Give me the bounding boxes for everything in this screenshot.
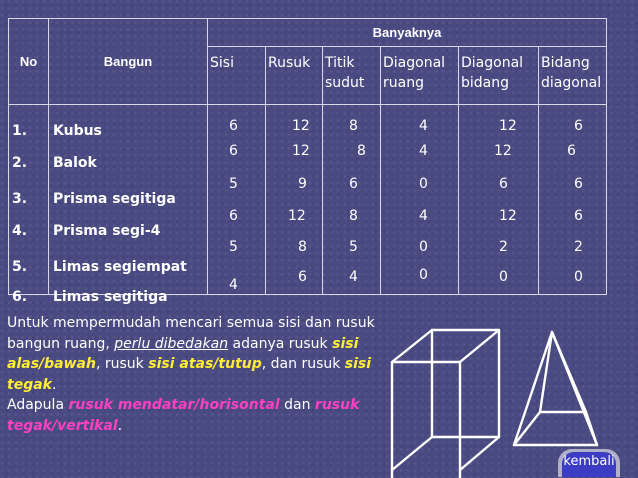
row-name: Prisma segitiga	[53, 191, 176, 207]
highlight-horizontal-edges: rusuk mendatar/horisontal	[68, 397, 280, 413]
cell-value: 0	[574, 269, 583, 285]
row-no: 1.	[12, 123, 28, 139]
cell-value: 12	[499, 118, 517, 134]
cell-value: 8	[357, 143, 366, 159]
cell-value: 4	[349, 269, 358, 285]
cell-value: 6	[499, 176, 508, 192]
highlight-base-edges: sisi alas/bawah	[7, 335, 359, 372]
header-bangun: Bangun	[49, 19, 208, 105]
cell-value: 0	[419, 239, 428, 255]
cell-value: 6	[574, 208, 583, 224]
prism-drawing	[392, 330, 499, 478]
cell-value: 6	[229, 118, 238, 134]
cell-value: 6	[298, 269, 307, 285]
cell-value: 8	[298, 239, 307, 255]
cell-value: 4	[419, 118, 428, 134]
cell-value: 8	[349, 118, 358, 134]
row-name: Balok	[53, 155, 97, 171]
text-run: Adapula	[7, 397, 69, 413]
pyramid-drawing	[514, 332, 597, 445]
cell-value: 5	[229, 176, 238, 192]
text-run: adanya rusuk	[228, 335, 333, 352]
underlined-emphasis: perlu dibedakan	[114, 335, 229, 352]
row-no: 2.	[12, 155, 28, 171]
row-name: Prisma segi-4	[53, 223, 161, 239]
header-no: No	[9, 19, 49, 105]
cell-value: 2	[499, 239, 508, 255]
cell-value: 6	[349, 176, 358, 192]
row-no: 6.	[12, 289, 28, 305]
cell-value: 5	[229, 239, 238, 255]
cell-value: 5	[349, 239, 358, 255]
cell-value: 12	[288, 208, 306, 224]
row-no: 3.	[12, 191, 28, 207]
header-titik-sudut: Titik sudut	[323, 47, 381, 105]
header-banyaknya: Banyaknya	[208, 19, 607, 47]
highlight-top-edges: sisi atas/tutup	[148, 356, 262, 372]
cell-value: 8	[349, 208, 358, 224]
cell-value: 9	[298, 176, 307, 192]
cell-value: 4	[419, 208, 428, 224]
cell-value: 12	[292, 118, 310, 134]
text-run: Untuk mempermudah mencari semua sisi dan rusuk bangun ruang,	[7, 315, 375, 352]
text-run: , dan rusuk	[261, 356, 345, 372]
header-bidang-diagonal: Bidang diagonal	[539, 47, 607, 105]
cell-value: 6	[567, 143, 576, 159]
row-no: 5.	[12, 259, 28, 275]
cell-value: 12	[494, 143, 512, 159]
header-sisi: Sisi	[208, 47, 266, 105]
cell-value: 4	[229, 277, 238, 293]
cell-value: 6	[574, 176, 583, 192]
cell-value: 0	[419, 267, 428, 283]
text-run: , rusuk	[95, 356, 149, 372]
text-run: .	[51, 376, 57, 393]
header-rusuk: Rusuk	[266, 47, 323, 105]
text-run: .	[117, 417, 123, 434]
cell-value: 12	[499, 208, 517, 224]
cell-value: 2	[574, 239, 583, 255]
cell-value: 12	[292, 143, 310, 159]
cell-value: 6	[229, 208, 238, 224]
cell-value: 0	[419, 176, 428, 192]
back-button-label[interactable]: kembali	[562, 452, 616, 477]
back-button[interactable]	[558, 449, 620, 477]
cell-value: 0	[499, 269, 508, 285]
row-name: Kubus	[53, 123, 102, 139]
row-name: Limas segiempat	[53, 259, 187, 275]
highlight-vertical-edge-type: rusuk tegak/vertikal	[7, 397, 360, 434]
highlight-vertical-edges: sisi tegak	[7, 356, 372, 393]
header-diagonal-ruang: Diagonal ruang	[381, 47, 459, 105]
cell-value: 6	[229, 143, 238, 159]
text-run: dan	[279, 397, 315, 413]
cell-value: 4	[419, 143, 428, 159]
cell-value: 6	[574, 118, 583, 134]
row-name: Limas segitiga	[53, 289, 168, 305]
header-diagonal-bidang: Diagonal bidang	[459, 47, 539, 105]
row-no: 4.	[12, 223, 28, 239]
